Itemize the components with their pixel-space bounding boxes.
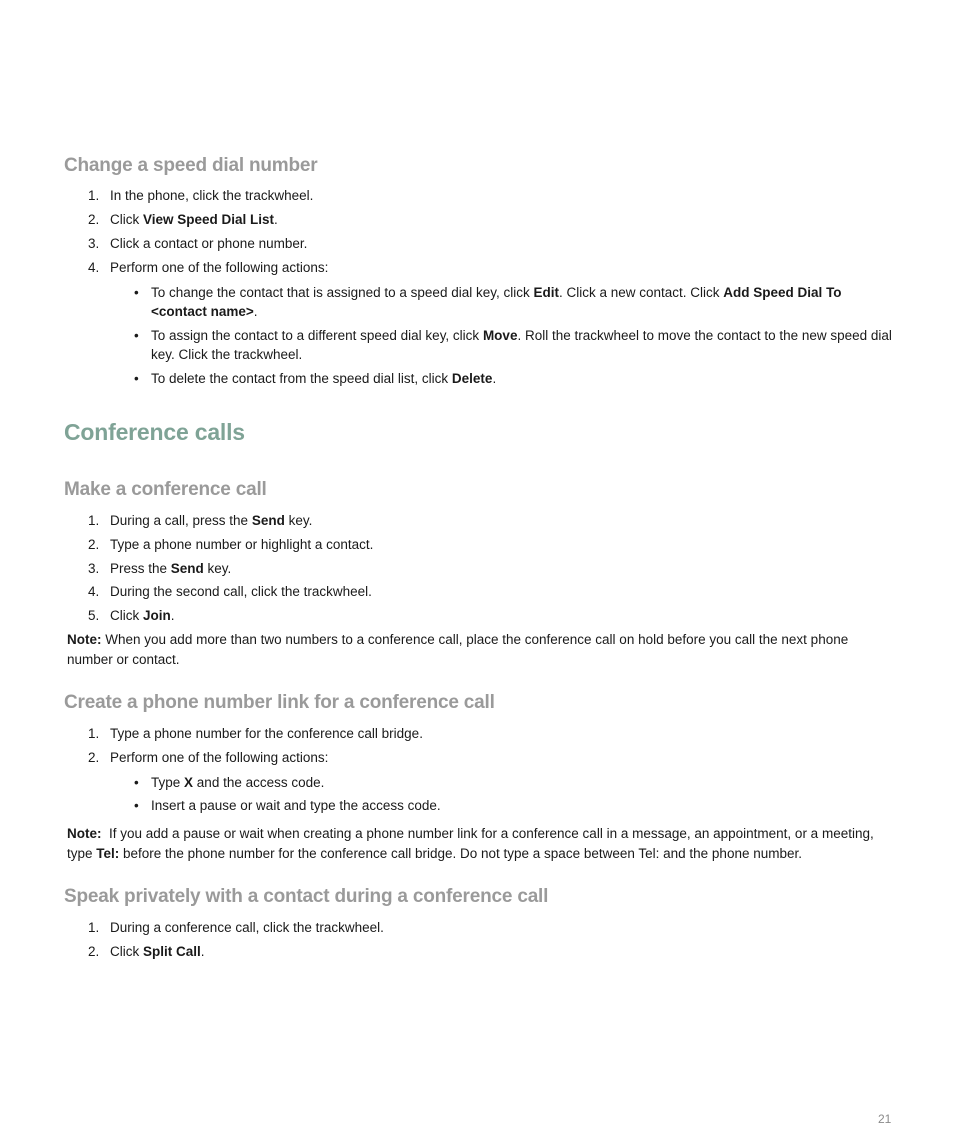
bullet-item: • To change the contact that is assigned to a speed dial key, click Edit. Click a new contact. Click Add Speed Dial To <contact name>.	[134, 285, 842, 319]
heading-speak-privately: Speak privately with a contact during a conference call	[64, 886, 549, 907]
step-item: 4. Perform one of the following actions:	[88, 260, 329, 275]
heading-change-speed-dial: Change a speed dial number	[64, 155, 318, 176]
heading-conference-calls: Conference calls	[64, 419, 245, 445]
step-item: 3. Click a contact or phone number.	[88, 236, 308, 251]
note: Note: If you add a pause or wait when creating a phone number link for a conference call in a message, an appointment, or a meeting, type Tel: before the phone number for the conference call bridge. Do not type a space between Tel: and the phone number.	[67, 826, 874, 861]
note-label: Note:	[67, 632, 102, 647]
step-item: 1. In the phone, click the trackwheel.	[88, 188, 314, 203]
bullet-item: • To assign the contact to a different speed dial key, click Move. Roll the trackwheel to move the contact to the new speed dial key. Click the trackwheel.	[134, 328, 892, 362]
step-item: 2. Perform one of the following actions:	[88, 750, 329, 765]
bullet-icon: •	[134, 775, 139, 790]
step-item: 4. During the second call, click the trackwheel.	[88, 584, 372, 599]
heading-make-conference-call: Make a conference call	[64, 479, 267, 500]
bullet-icon: •	[134, 798, 139, 813]
step-item: 2. Click View Speed Dial List.	[88, 212, 278, 227]
bullet-icon: •	[134, 285, 139, 300]
step-item: 1. During a conference call, click the trackwheel.	[88, 920, 384, 935]
step-item: 1. Type a phone number for the conference call bridge.	[88, 726, 423, 741]
step-item: 1. During a call, press the Send key.	[88, 513, 313, 528]
heading-create-phone-link: Create a phone number link for a conference call	[64, 692, 495, 713]
step-item: 3. Press the Send key.	[88, 561, 232, 576]
note-label: Note:	[67, 826, 102, 841]
step-item: 2. Type a phone number or highlight a contact.	[88, 537, 374, 552]
step-item: 2. Click Split Call.	[88, 944, 205, 959]
page-number: 21	[878, 1112, 892, 1126]
bullet-item: • Type X and the access code.	[134, 775, 325, 790]
bullet-item: • Insert a pause or wait and type the access code.	[134, 798, 441, 813]
bullet-item: • To delete the contact from the speed dial list, click Delete.	[134, 371, 497, 386]
ui-term: View Speed Dial List	[143, 212, 275, 227]
note: Note: When you add more than two numbers to a conference call, place the conference call on hold before you call the next phone number or contact.	[67, 632, 849, 667]
step-item: 5. Click Join.	[88, 608, 175, 623]
bullet-icon: •	[134, 328, 139, 343]
bullet-icon: •	[134, 371, 139, 386]
